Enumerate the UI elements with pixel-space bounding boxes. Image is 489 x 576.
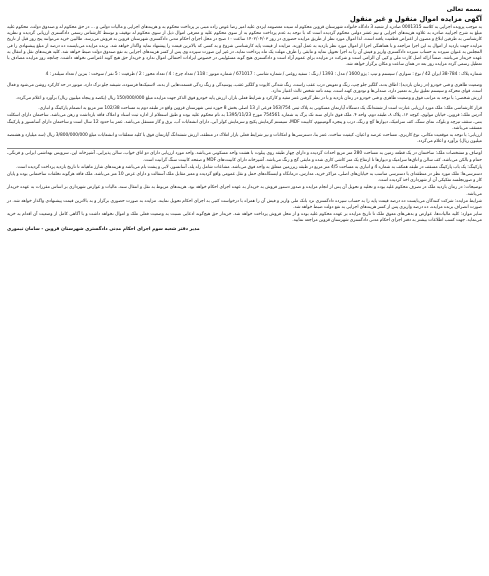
- section-divider: [7, 148, 482, 149]
- property-valuation: ارزیابی: با توجه به موقعیت مکانی، نوع کاربری، مساحت عرصه و اعیان، کیفیت ساخت، عمر بنا، دسترسی‌ها و امکانات و نیز شرایط فعلی بازار املاک در منطقه، ارزش ششدانگ آپارتمان فوق با کلیه متعلقات و انشعابات مبلغ 3/800/000/000 ریال (سه میلیارد و هشتصد میلیون ریال) برآورد و اعلام می‌گردد.: [7, 133, 482, 145]
- tail-paragraph-6: سایر موارد: کلیه مالیات‌ها، عوارض و بدهی‌های معوق ملک تا تاریخ مزایده بر عهده محکوم علیه بوده و از محل فروش پرداخت خواهد شد. خریدار حق هیچ‌گونه ادعایی نسبت به وضعیت فعلی ملک و اموال نخواهد داشت و با آگاهی کامل از وضعیت آن اقدام به خرید می‌نماید. جهت کسب اطلاعات بیشتر به دفتر اجرای احکام مدنی دادگستری شهرستان قزوین مراجعه نمایید.: [7, 212, 482, 224]
- intro-paragraph: به موجب پرونده اجرایی به کلاسه 0001315 صادره از شعبه 3 دادگاه خانواده شهرستان قزوین محکوم له سیده معصومه ایزدی علیه امیر رضا عوض زاده مبنی بر پرداخت محکوم به و هزینه‌های اجرایی و مالیات دولتی و ... در حق محکوم له و صندوق دولت، محکوم علیه مبلغ به شرح اجراییه صادره به علاوه هزینه‌های اجرایی و نیم عشر دولتی محکوم گردیده است که با توجه به عدم پرداخت محکوم به از سوی محکوم علیه و معرفی اموال ذیل از سوی محکوم له توقیف و توسط کارشناس رسمی دادگستری ارزیابی گردیده و نظریه کارشناسی به طرفین ابلاغ و مصون از اعتراض قطعیت یافته است، لذا اموال مورد نظر از طریق مزایده حضوری در روز ۱۴۰۲/۰۴/۰۳ ساعت ۱۰ صبح در محل اجرای احکام مدنی دادگستری شهرستان قزوین به فروش می‌رسد. طالبین خرید می‌توانند پنج روز قبل از تاریخ مزایده جهت بازدید از اموال به این اجرا مراجعه و با هماهنگی اجرا از اموال مورد نظر بازدید به عمل آورند. مزایده از قیمت پایه کارشناسی شروع و به کسی که بالاترین قیمت را پیشنهاد نماید واگذار خواهد شد. برنده مزایده می‌بایست ده درصد از مبلغ پیشنهادی را فی المجلس به عنوان سپرده به حساب سپرده دادگستری واریز و فیش آن را به اجرا تحویل نماید و مابقی را ظرف مهلت یک ماه پرداخت نماید، در غیر این صورت سپرده وی پس از کسر هزینه‌های اجرایی به نفع صندوق دولت ضبط خواهد شد. کلیه هزینه‌های نقل و انتقال به عهده خریدار می‌باشد. ضمناً ارائه اصل کارت ملی و کپی آن الزامی است و شرکت در مزایده برای عموم آزاد است و دادگستری هیچ گونه مسئولیتی در خصوص ایرادات احتمالی اموال ندارد و خریدار حق هیچ گونه اعتراضی نخواهد داشت. چنانچه روز مزایده مصادف با تعطیل رسمی گردد مزایده روز بعد در همان ساعت و مکان برگزار خواهد شد.: [7, 25, 482, 68]
- tail-paragraph-5: شرایط مزایده: شرکت کنندگان می‌بایست ده درصد قیمت پایه را به حساب سپرده دادگستری نزد بانک ملی واریز و فیش آن را همراه با درخواست کتبی به اجرای احکام تحویل نمایند. مزایده به صورت حضوری برگزار و به بالاترین قیمت پیشنهادی واگذار خواهد شد. در صورت انصراف برنده مزایده، ده درصد واریزی پس از کسر هزینه‌های اجرایی به نفع دولت ضبط خواهد شد.: [7, 198, 482, 211]
- vehicle-specs: شماره پلاک : 784-38 ایران 42 / نوع : سواری / سیستم و تیپ : پژو 1600 / مدل : 1393 / رنگ : سفید روغنی / شماره شاسی : 671017 / شماره موتور : 118 / تعداد چرخ : 4 / تعداد محور : 2 / ظرفیت : 5 نفر / سوخت : بنزین / تعداد سیلندر : 4: [45, 72, 482, 78]
- bismillah: بسمه تعالی: [446, 6, 482, 13]
- signature-line: مدیر دفتر شعبه سوم اجرای احکام مدنی دادگستری شهرستان قزوین - سامان تیموری: [7, 226, 200, 232]
- tail-paragraph-4: توضیحات: در زمان بازدید ملک در تصرف محکوم علیه بوده و تخلیه و تحویل آن پس از انجام مزایده و صدور دستور فروش به خریدار به عهده اجرای احکام خواهد بود. هزینه‌های مربوط به نقل و انتقال سند، مالیات و عوارض شهرداری بر اساس مقررات به عهده خریدار می‌باشد.: [7, 185, 482, 197]
- vehicle-condition: وضعیت ظاهری و فنی خودرو (در زمان بازدید): اطاق بدنه، گلگیر جلو چپ، رنگ و تعویض درب عقب راست، رنگ شدگی کاپوت و گلگیر عقب، پوسیدگی و زنگ زدگی قسمت‌هایی از بدنه، لاستیک‌ها فرسوده، شیشه جلو ترک دارد، موتور در حد کارکرد روشن می‌شود و فعال است، قوای محرکه و سیستم تعلیق نیاز به تعمیر دارد، صندلی‌ها و تودوزی کهنه است، بیمه نامه شخص ثالث اعتبار ندارد.: [7, 82, 482, 94]
- tail-paragraph-1: اوصاف و مشخصات ملک: ساختمان در یک قطعه زمین به مساحت 280 متر مربع احداث گردیده و دارای چهار طبقه روی پیلوت با هشت واحد مسکونی می‌باشد. واحد مورد ارزیابی دارای دو اتاق خواب، سالن پذیرایی، آشپزخانه اپن، سرویس بهداشتی ایرانی و فرنگی، حمام و بالکن می‌باشد. کف سالن و اتاق‌ها سرامیک و دیوارها تا ارتفاع یک متر کاشی کاری شده و مابقی گچ و رنگ می‌باشد. آشپزخانه دارای کابینت‌های MDF و صفحه کابینت سنگ گرانیت است.: [7, 151, 482, 163]
- notice-title: آگهی مزایده اموال منقول و غیر منقول: [349, 15, 482, 23]
- property-details: آدرس ملک: قزوین، خیابان مولوی، کوچه ۱۲، پلاک ۸، طبقه دوم، واحد ۴. ملک فوق دارای سند تک برگ به شماره 754561 مورخ 1395/11/23 به نام محکوم علیه بوده و طبق استعلام از اداره ثبت اسناد و املاک فاقد بازداشت و رهن می‌باشد. ساختمان دارای اسکلت بتنی، سقف تیرچه و بلوک، نمای سنگ، کف سرامیک، دیوارها گچ و رنگ، درب و پنجره آلومینیوم، کابینت MDF، سیستم گرمایش پکیج و سرمایش کولر آبی، دارای انشعابات آب، برق و گاز مستقل می‌باشد. عمر بنا حدود 12 سال است و ساختمان دارای آسانسور و پارکینگ مسقف می‌باشد.: [7, 113, 483, 131]
- tail-paragraph-3: دسترسی‌ها: ملک مورد نظر در منطقه‌ای با دسترسی مناسب به خیابان‌های اصلی، مراکز خرید، مدارس، درمانگاه و ایستگاه‌های حمل و نقل عمومی واقع گردیده و معبر مقابل ملک آسفالت و دارای عرض 10 متر می‌باشد. ملک فاقد هرگونه تخلفات ساختمانی بوده و پایان کار و صورتجلسه تفکیکی آن از شهرداری اخذ گردیده است.: [7, 172, 482, 184]
- tail-paragraph-2: پارکینگ: یک باب پارکینگ مسقف در طبقه همکف به شماره 4 و انباری به مساحت 4/5 متر مربع در طبقه زیرزمین متعلق به واحد فوق می‌باشد. مشاعات شامل راه پله، آسانسور، لابی و پشت بام می‌باشد و هزینه‌های شارژ ماهیانه تا تاریخ بازدید پرداخت گردیده است.: [16, 164, 482, 170]
- vehicle-valuation: ارزش شخصی: با توجه به مراتب فوق و وضعیت ظاهری و فنی خودرو در زمان بازدید و با در نظر گرفتن عمر مفید و کارکرد و شرایط فعلی بازار، ارزش پایه خودرو فوق الذکر جهت مزایده مبلغ 150/000/000 ریال (یکصد و پنجاه میلیون ریال) برآورد و اعلام می‌گردد.: [15, 96, 482, 102]
- property-title: قرار کارشناسی ملک: ملک مورد ارزیابی عبارت است از ششدانگ یک دستگاه آپارتمان مسکونی به پلاک ثبتی 163/754 فرعی از 13 اصلی بخش 8 حوزه ثبتی شهرستان قزوین واقع در طبقه دوم به مساحت 102/38 متر مربع به انضمام پارکینگ و انباری.: [38, 106, 482, 112]
